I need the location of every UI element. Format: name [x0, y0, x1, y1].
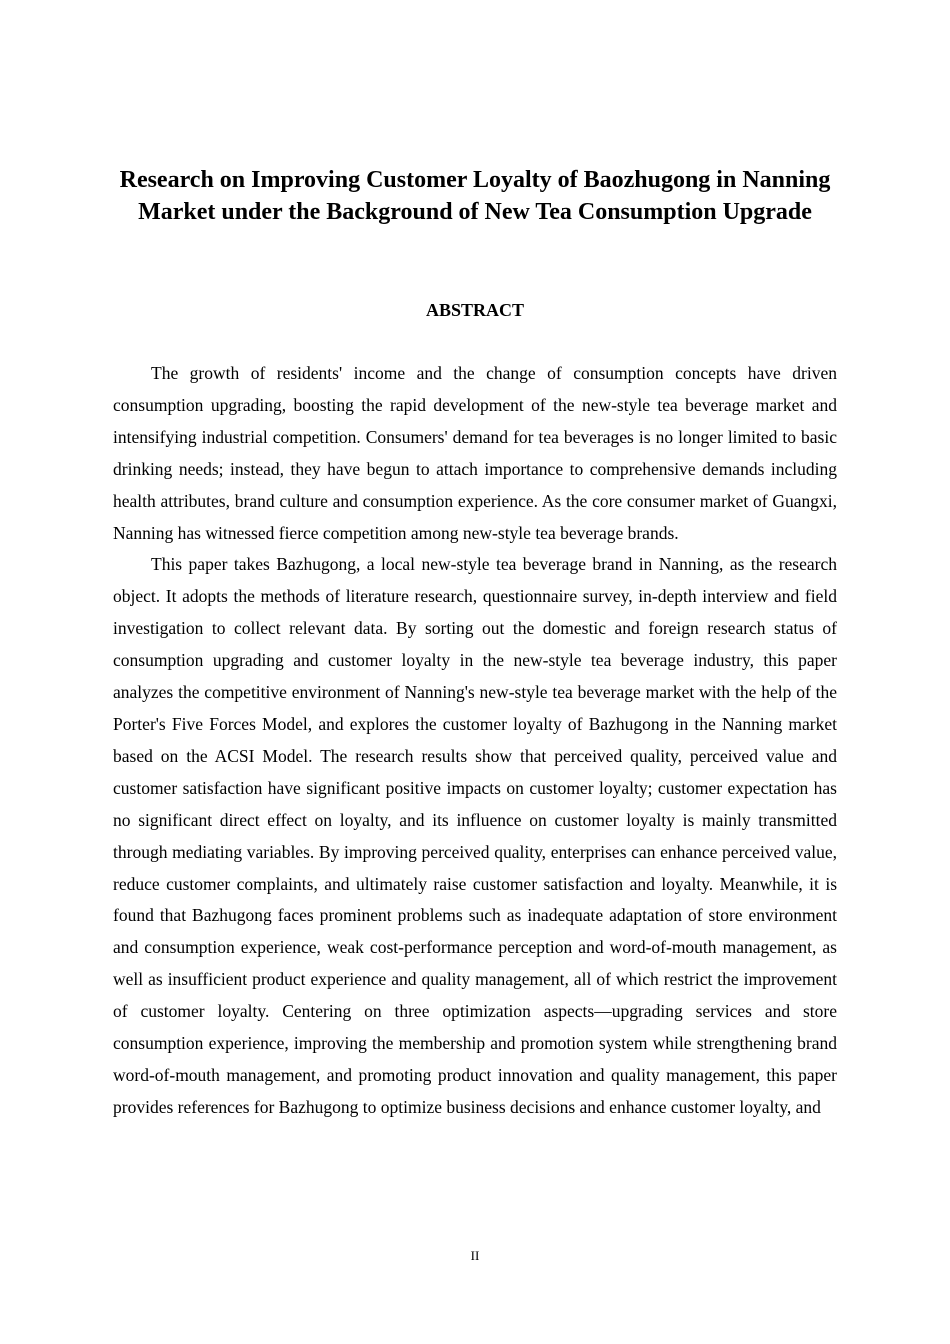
- abstract-body: [113, 358, 837, 1124]
- abstract-paragraph-2: This paper takes Bazhugong, a local new-style tea beverage brand in Nanning, as the research object. It adopts the methods of literature research, questionnaire survey, in-depth interview and field investigation to collect relevant data. By sorting out the domestic and foreign research status of consumption upgrading and customer loyalty in the new-style tea beverage industry, this paper analyzes the competitive environment of Nanning's new-style tea beverage market with the help of the Porter's Five Forces Model, and explores the customer loyalty of Bazhugong in the Nanning market based on the ACSI Model. The research results show that perceived quality, perceived value and customer satisfaction have significant positive impacts on customer loyalty; customer expectation has no significant direct effect on loyalty, and its influence on customer loyalty is mainly transmitted through mediating variables. By improving perceived quality, enterprises can enhance perceived value, reduce customer complaints, and ultimately raise customer satisfaction and loyalty. Meanwhile, it is found that Bazhugong faces prominent problems such as inadequate adaptation of store environment and consumption experience, weak cost-performance perception and word-of-mouth management, as well as insufficient product experience and quality management, all of which restrict the improvement of customer loyalty. Centering on three optimization aspects—upgrading services and store consumption experience, improving the membership and promotion system while strengthening brand word-of-mouth management, and promoting product innovation and quality management, this paper provides references for Bazhugong to optimize business decisions and enhance customer loyalty, and: [113, 554, 837, 1117]
- abstract-paragraph-1: The growth of residents' income and the change of consumption concepts have driven consumption upgrading, boosting the rapid development of the new-style tea beverage market and intensifying industrial competition. Consumers' demand for tea beverages is no longer limited to basic drinking needs; instead, they have begun to attach importance to comprehensive demands including health attributes, brand culture and consumption experience. As the core consumer market of Guangxi, Nanning has witnessed fierce competition among new-style tea beverage brands.: [113, 363, 837, 543]
- paper-title: Research on Improving Customer Loyalty of Baozhugong in Nanning Market under the Background of New Tea Consumption Upgrade: [119, 167, 831, 225]
- page-number: II: [470, 1248, 480, 1263]
- abstract-heading: ABSTRACT: [425, 300, 525, 320]
